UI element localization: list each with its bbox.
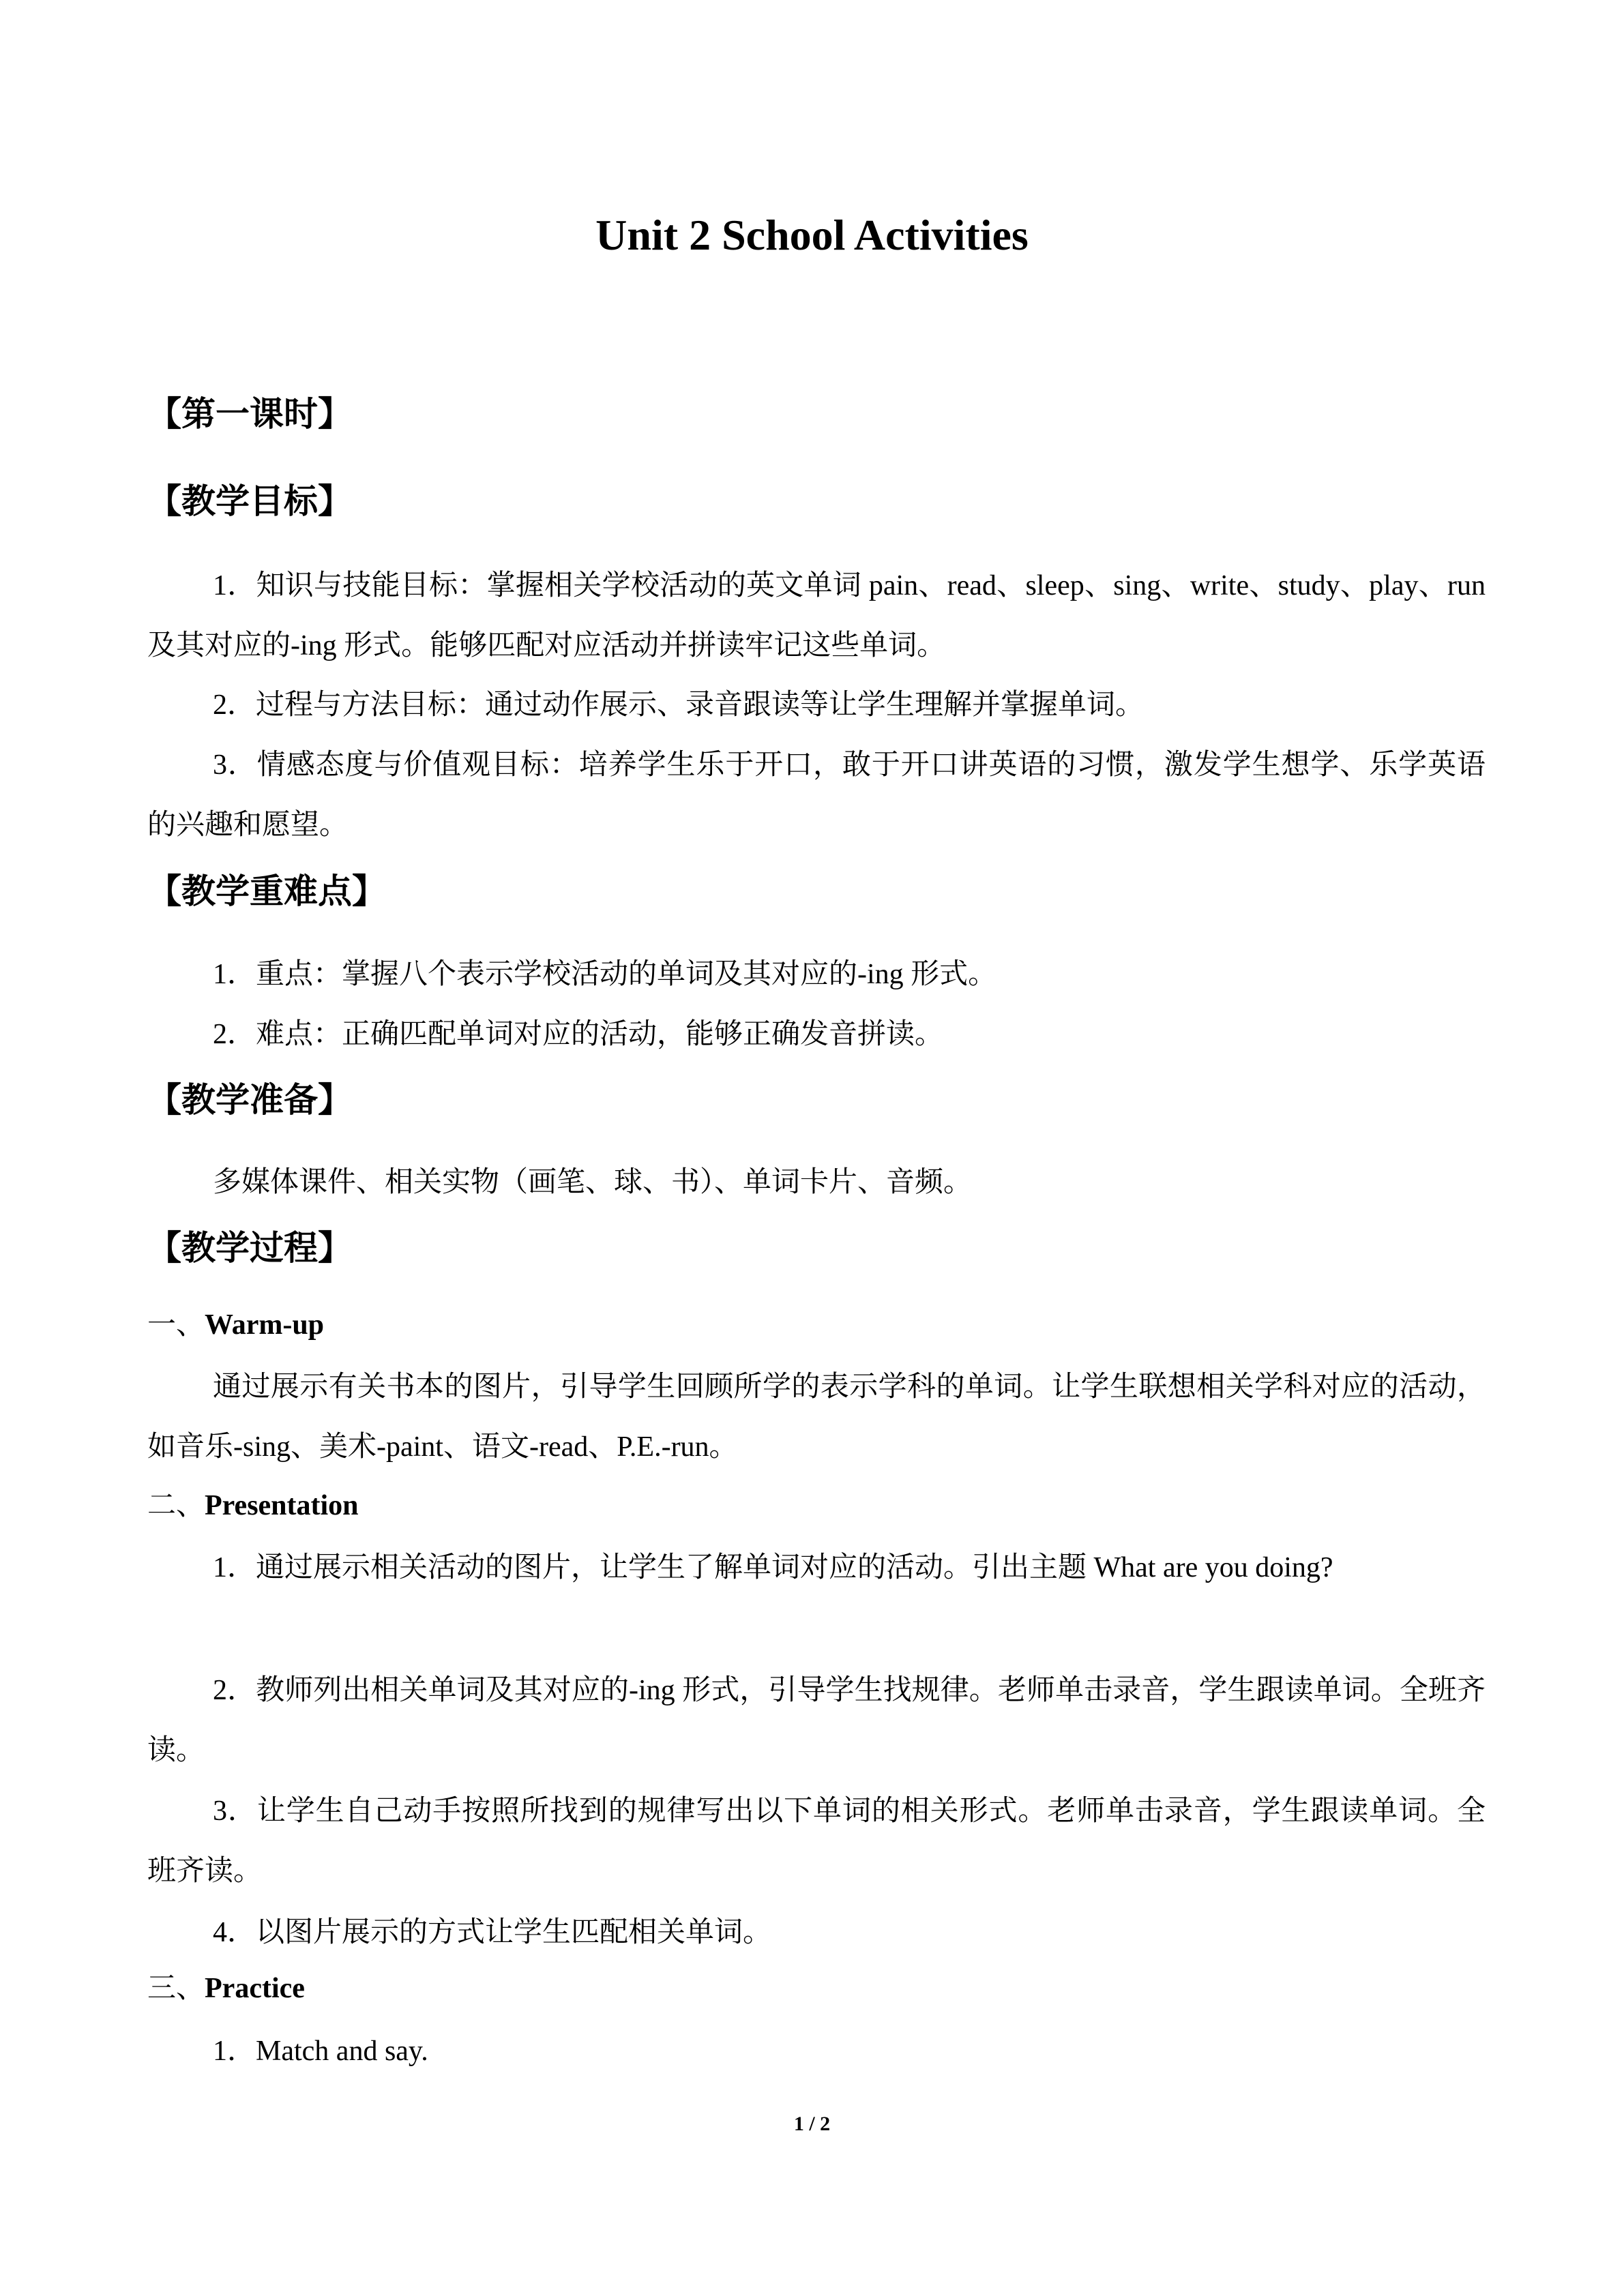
presentation-item-4: 4．以图片展示的方式让学生匹配相关单词。 bbox=[213, 1917, 772, 1948]
presentation-heading bbox=[147, 1485, 359, 1526]
warmup-heading bbox=[147, 1304, 324, 1345]
presentation-item-1: 1．通过展示相关活动的图片，让学生了解单词对应的活动。引出主题 What are you doing? bbox=[213, 1552, 1333, 1583]
warmup-text: 通过展示有关书本的图片，引导学生回顾所学的表示学科的单词。让学生联想相关学科对应的活动，如音乐-sing、美术-paint、语文-read、P.E.-run。 bbox=[147, 1371, 1486, 1463]
preparation-text: 多媒体课件、相关实物（画笔、球、书）、单词卡片、音频。 bbox=[213, 1167, 973, 1198]
section-process-heading: 【教学过程】 bbox=[147, 1228, 352, 1268]
practice-label: Practice bbox=[205, 1973, 305, 2004]
presentation-number: 二、 bbox=[147, 1490, 205, 1521]
key-point-2: 2．难点：正确匹配单词对应的活动，能够正确发音拼读。 bbox=[213, 1019, 944, 1050]
practice-number: 三、 bbox=[147, 1973, 205, 2004]
page-title: Unit 2 School Activities bbox=[595, 211, 1029, 259]
warmup-label: Warm-up bbox=[205, 1309, 325, 1341]
presentation-label: Presentation bbox=[205, 1490, 359, 1521]
presentation-item-3: 3．让学生自己动手按照所找到的规律写出以下单词的相关形式。老师单击录音，学生跟读单词。全班齐读。 bbox=[147, 1795, 1486, 1887]
practice-item-1: 1．Match and say. bbox=[213, 2036, 428, 2067]
objective-3: 3．情感态度与价值观目标：培养学生乐于开口，敢于开口讲英语的习惯，激发学生想学、乐学英语的兴趣和愿望。 bbox=[147, 749, 1486, 841]
practice-heading bbox=[147, 1968, 305, 2009]
section-preparation-heading: 【教学准备】 bbox=[147, 1080, 352, 1120]
key-point-1: 1．重点：掌握八个表示学校活动的单词及其对应的-ing 形式。 bbox=[213, 959, 997, 990]
presentation-item-2: 2．教师列出相关单词及其对应的-ing 形式，引导学生找规律。老师单击录音，学生跟读单词。全班齐读。 bbox=[147, 1675, 1486, 1766]
section-key-points-heading: 【教学重难点】 bbox=[147, 871, 386, 911]
section-objectives-heading: 【教学目标】 bbox=[147, 481, 352, 521]
section-lesson-heading: 【第一课时】 bbox=[147, 394, 352, 434]
objective-2: 2．过程与方法目标：通过动作展示、录音跟读等让学生理解并掌握单词。 bbox=[213, 689, 1145, 721]
objective-1: 1．知识与技能目标：掌握相关学校活动的英文单词 pain、read、sleep、sing、write、study、play、run 及其对应的-ing 形式。能够匹配对应活动并拼读牢记这些单词。 bbox=[147, 570, 1486, 661]
warmup-number: 一、 bbox=[147, 1309, 205, 1341]
page-number: 1 / 2 bbox=[793, 2113, 831, 2135]
